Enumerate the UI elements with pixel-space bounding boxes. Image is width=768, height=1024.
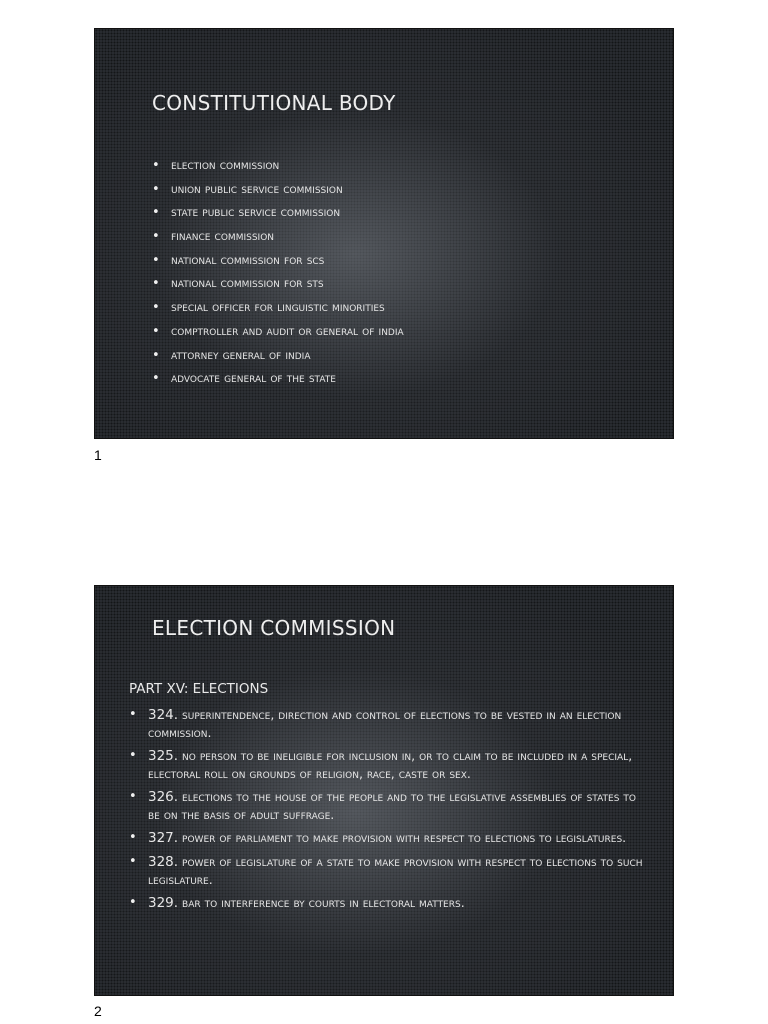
list-item — [129, 706, 649, 741]
list-item — [129, 894, 649, 912]
bullet-icon: • — [129, 707, 137, 722]
election-articles-list — [129, 706, 649, 918]
list-item: • national commission for scs — [152, 252, 325, 268]
bullet-icon: • — [129, 830, 137, 845]
bullet-icon: • — [152, 252, 160, 268]
article-text: power of legislature of a state to make provision with respect to elections to such legislature. — [148, 854, 643, 887]
slide-constitutional-body — [94, 28, 674, 439]
article-text: superintendence, direction and control of elections to be vested in an election commission. — [148, 707, 622, 740]
bullet-icon: • — [152, 276, 160, 292]
bullet-icon: • — [152, 229, 160, 245]
article-number: 325. — [148, 748, 179, 764]
list-item — [129, 747, 649, 782]
article-text: no person to be ineligible for inclusion in, or to claim to be included in a special, electoral roll on grounds of religion, race, caste or sex. — [148, 748, 633, 781]
article-number: 328. — [148, 854, 179, 870]
list-item: • special officer for linguistic minorities — [152, 300, 385, 316]
list-item — [129, 788, 649, 823]
article-number: 324. — [148, 707, 179, 723]
bullet-icon: • — [152, 158, 160, 173]
article-number: 329. — [148, 895, 179, 911]
article-text: power of parliament to make provision with respect to elections to legislatures. — [182, 830, 627, 845]
bullet-icon: • — [129, 789, 137, 804]
bullet-icon: • — [152, 323, 160, 339]
list-item: • advocate general of the state — [152, 371, 336, 387]
list-item: • state public service commission — [152, 205, 341, 221]
bullet-icon: • — [152, 347, 160, 363]
list-item: • election commission — [152, 158, 280, 173]
bullet-icon: • — [129, 895, 137, 910]
bullet-icon: • — [152, 300, 160, 316]
article-text: elections to the house of the people and to the legislative assemblies of states to be on the basis of adult suffrage. — [148, 789, 636, 822]
bullet-icon: • — [129, 748, 137, 763]
article-number: 327. — [148, 830, 179, 846]
page-number: 1 — [94, 447, 102, 463]
list-item — [129, 829, 649, 847]
slide-title: ELECTION COMMISSION — [152, 616, 396, 640]
list-item: • national commission for sts — [152, 276, 324, 292]
bullet-icon: • — [152, 205, 160, 221]
list-item: • finance commission — [152, 229, 275, 245]
list-item — [129, 853, 649, 888]
slide-election-commission — [94, 585, 674, 996]
article-text: bar to interference by courts in electoral matters. — [182, 895, 465, 910]
constitutional-body-list — [152, 157, 404, 394]
slide-title: CONSTITUTIONAL BODY — [152, 91, 396, 115]
list-item: • comptroller and audit or general of india — [152, 323, 404, 339]
bullet-icon: • — [152, 371, 160, 387]
bullet-icon: • — [129, 854, 137, 869]
list-item: • attorney general of india — [152, 347, 311, 363]
bullet-icon: • — [152, 181, 160, 197]
article-number: 326. — [148, 789, 179, 805]
part-heading: PART XV: ELECTIONS — [129, 681, 269, 697]
list-item: • union public service commission — [152, 181, 343, 197]
page-number: 2 — [94, 1003, 102, 1019]
